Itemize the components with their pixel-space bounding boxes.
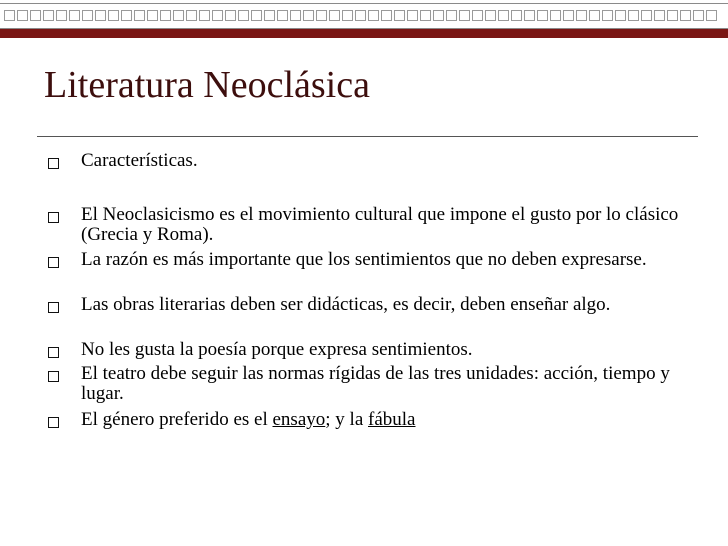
square-bullet-icon xyxy=(48,257,59,268)
square-bullet-icon xyxy=(48,417,59,428)
square-bullet-icon xyxy=(48,158,59,169)
square-bullet-icon xyxy=(48,371,59,382)
bullet-text: El teatro debe seguir las normas rígidas de las tres unidades: acción, tiempo y lugar. xyxy=(81,363,670,404)
bullet-text: La razón es más importante que los sentimientos que no deben expresarse. xyxy=(81,249,647,270)
bullet-text: El Neoclasicismo es el movimiento cultural que impone el gusto por lo clásico (Grecia y Roma). xyxy=(81,204,679,245)
ensayo-link[interactable]: ensayo xyxy=(272,409,326,430)
page-title: Literatura Neoclásica xyxy=(44,64,370,106)
square-bullet-icon xyxy=(48,347,59,358)
bullet-text-middle: ; y la xyxy=(325,409,369,430)
fabula-link[interactable]: fábula xyxy=(368,409,416,430)
bullet-text xyxy=(81,410,711,430)
bullet-text: Características. xyxy=(81,150,198,171)
square-bullet-icon xyxy=(48,302,59,313)
bullet-text: No les gusta la poesía porque expresa sentimientos. xyxy=(81,339,473,360)
bullet-text: Las obras literarias deben ser didácticas, es decir, deben enseñar algo. xyxy=(81,294,611,315)
square-bullet-icon xyxy=(48,212,59,223)
bullet-text-prefix: El género preferido es el xyxy=(81,409,273,430)
